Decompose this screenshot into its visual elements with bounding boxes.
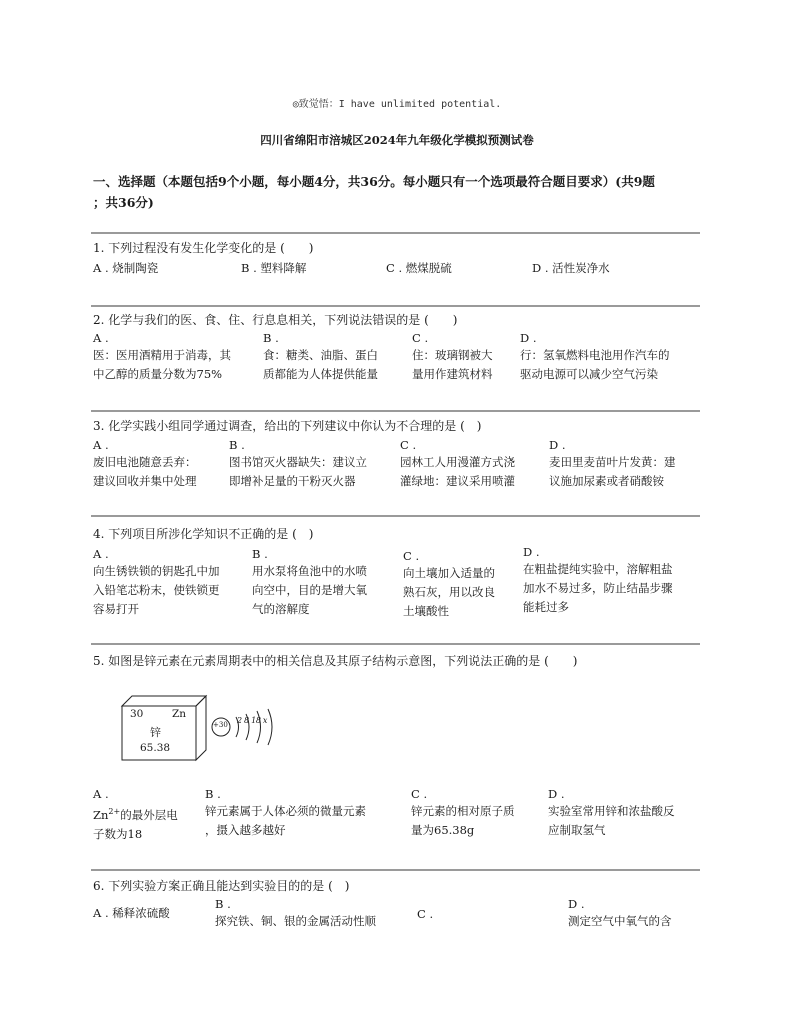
q1-option-b: B . 塑料降解 [241, 261, 307, 275]
q4-option-d-label: D . [523, 545, 540, 559]
q3-option-c-label: C . [400, 438, 417, 452]
q2-option-c-text-2: 量用作建筑材料 [412, 367, 493, 381]
zinc-element-cell [118, 692, 210, 762]
q1-option-d: D . 活性炭净水 [532, 261, 610, 275]
q3-option-d-label: D . [549, 438, 566, 452]
q4-option-b-text-1: 用水泵将鱼池中的水喷 [252, 564, 367, 578]
q3-option-a-text-2: 建议回收并集中处理 [93, 474, 197, 488]
atom-electron-shells: 2 8 18 x [237, 716, 268, 725]
q5-option-a-text-2: 子数为18 [93, 826, 143, 841]
zinc-atom-diagram [210, 704, 290, 750]
q4-option-c-label: C . [403, 549, 420, 563]
divider [91, 643, 700, 645]
q4-option-d-text-1: 在粗盐提纯实验中，溶解粗盐 [523, 562, 673, 576]
q5-option-c-label: C . [411, 787, 428, 801]
divider [91, 232, 700, 234]
page-title: 四川省绵阳市涪城区2024年九年级化学模拟预测试卷 [260, 133, 534, 147]
q6-option-a: A . 稀释浓硫酸 [93, 906, 170, 920]
q2-option-d-text-1: 行：氢氧燃料电池用作汽车的 [520, 348, 670, 362]
q2-option-b-label: B . [263, 331, 279, 345]
q2-option-a-text-2: 中乙醇的质量分数为75% [93, 367, 223, 381]
q6-option-b-text-1: 探究铁、铜、银的金属活动性顺 [215, 914, 376, 928]
motto: ◎致觉悟：I have unlimited potential. [292, 99, 502, 110]
q5-option-a [93, 787, 178, 844]
q6-option-c: C . [417, 907, 434, 921]
q2-option-b-text-2: 质都能为人体提供能量 [263, 367, 378, 381]
q4-option-d [523, 545, 673, 617]
q4-option-d-text-2: 加水不易过多，防止结晶步骤 [523, 581, 673, 595]
q3-option-b-text-1: 图书馆灭火器缺失：建议立 [229, 455, 367, 469]
q5-option-c [411, 787, 515, 840]
divider [91, 869, 700, 871]
q4-stem: 4. 下列项目所涉化学知识不正确的是 ( ) [93, 527, 314, 541]
q3-option-c-text-2: 灌绿地：建议采用喷灌 [400, 474, 515, 488]
q3-option-d [549, 438, 676, 491]
q5-option-c-text-2: 量为65.38g [411, 823, 475, 837]
q2-option-a-label: A . [93, 331, 109, 345]
q4-option-c-text-2: 熟石灰，用以改良 [403, 585, 495, 599]
q5-option-b-text-1: 锌元素属于人体必须的微量元素 [205, 804, 366, 818]
q5-option-a-label: A . [93, 787, 109, 801]
q3-option-d-text-2: 议施加尿素或者硝酸铵 [549, 474, 664, 488]
q2-option-b [263, 331, 378, 384]
zinc-ion-charge: 2+ [108, 807, 121, 816]
divider [91, 410, 700, 412]
section-heading-line2: ；共36分) [93, 195, 154, 210]
q6-stem: 6. 下列实验方案正确且能达到实验目的的是 ( ) [93, 879, 350, 893]
q4-option-a-text-1: 向生锈铁锁的钥匙孔中加 [93, 564, 220, 578]
q5-stem: 5. 如图是锌元素在元素周期表中的相关信息及其原子结构示意图，下列说法正确的是 ( ) [93, 654, 578, 668]
q2-option-a-text-1: 医：医用酒精用于消毒，其 [93, 348, 231, 362]
q6-option-d-text-1: 测定空气中氧气的含 [568, 914, 672, 928]
q1-option-c: C . 燃煤脱硫 [386, 261, 452, 275]
q4-option-b [252, 547, 367, 619]
element-symbol: Zn [172, 708, 187, 720]
q4-option-b-text-2: 向空中，目的是增大氧 [252, 583, 367, 597]
q3-stem: 3. 化学实践小组同学通过调查，给出的下列建议中你认为不合理的是 ( ) [93, 419, 482, 433]
q5-option-d-text-1: 实验室常用锌和浓盐酸反 [548, 804, 675, 818]
q4-option-d-text-3: 能耗过多 [523, 600, 569, 614]
q3-option-d-text-1: 麦田里麦苗叶片发黄：建 [549, 455, 676, 469]
q5-option-b [205, 787, 366, 840]
q3-option-b-label: B . [229, 438, 245, 452]
q4-option-a-text-2: 入铅笔芯粉末，使铁锁更 [93, 583, 220, 597]
q4-option-b-label: B . [252, 547, 268, 561]
q3-option-c [400, 438, 515, 491]
q5-option-b-label: B . [205, 787, 221, 801]
q4-option-a-text-3: 容易打开 [93, 602, 139, 616]
q1-stem: 1. 下列过程没有发生化学变化的是 ( ) [93, 241, 314, 255]
q5-option-d [548, 787, 675, 840]
q2-option-c-label: C . [412, 331, 429, 345]
q3-option-a-label: A . [93, 438, 109, 452]
divider [91, 305, 700, 307]
q3-option-c-text-1: 园林工人用漫灌方式浇 [400, 455, 515, 469]
q5-option-a-text-1 [93, 802, 178, 825]
q6-option-b [215, 897, 376, 931]
element-atomic-number: 30 [130, 708, 144, 720]
q5-option-d-text-2: 应制取氢气 [548, 823, 606, 837]
q2-option-c-text-1: 住：玻璃钢被大 [412, 348, 493, 362]
q5-option-c-text-1: 锌元素的相对原子质 [411, 804, 515, 818]
q4-option-c [403, 549, 495, 621]
atom-nucleus-charge: +30 [213, 721, 228, 729]
q4-option-c-text-3: 土壤酸性 [403, 604, 449, 618]
q5-option-a-text-1-rest: 的最外层电 [120, 807, 178, 822]
element-name: 锌 [150, 726, 161, 739]
divider [91, 515, 700, 517]
q3-option-a-text-1: 废旧电池随意丢弃： [93, 455, 197, 469]
q5-option-b-text-2: ，摄入越多越好 [205, 823, 286, 837]
q2-option-c [412, 331, 493, 384]
element-atomic-mass: 65.38 [140, 742, 171, 754]
zinc-ion-symbol: Zn [93, 807, 109, 822]
q4-option-b-text-3: 气的溶解度 [252, 602, 310, 616]
q3-option-b [229, 438, 367, 491]
section-heading [93, 171, 703, 213]
q1-option-a: A . 烧制陶瓷 [93, 261, 159, 275]
q4-option-a [93, 547, 220, 619]
q6-option-d [568, 897, 672, 931]
q2-option-d [520, 331, 670, 384]
q2-option-d-text-2: 驱动电源可以减少空气污染 [520, 367, 658, 381]
q2-option-d-label: D . [520, 331, 537, 345]
q2-option-b-text-1: 食：糖类、油脂、蛋白 [263, 348, 378, 362]
q5-option-d-label: D . [548, 787, 565, 801]
section-heading-line1: 一、选择题（本题包括9个小题，每小题4分，共36分。每小题只有一个选项最符合题目要求）(共9题 [93, 174, 655, 189]
q2-option-a [93, 331, 231, 384]
q3-option-b-text-2: 即增补足量的干粉灭火器 [229, 474, 356, 488]
q4-option-a-label: A . [93, 547, 109, 561]
q4-option-c-text-1: 向土壤加入适量的 [403, 566, 495, 580]
q2-stem: 2. 化学与我们的医、食、住、行息息相关，下列说法错误的是 ( ) [93, 313, 458, 327]
q6-option-d-label: D . [568, 897, 585, 911]
q6-option-b-label: B . [215, 897, 231, 911]
q3-option-a [93, 438, 197, 491]
